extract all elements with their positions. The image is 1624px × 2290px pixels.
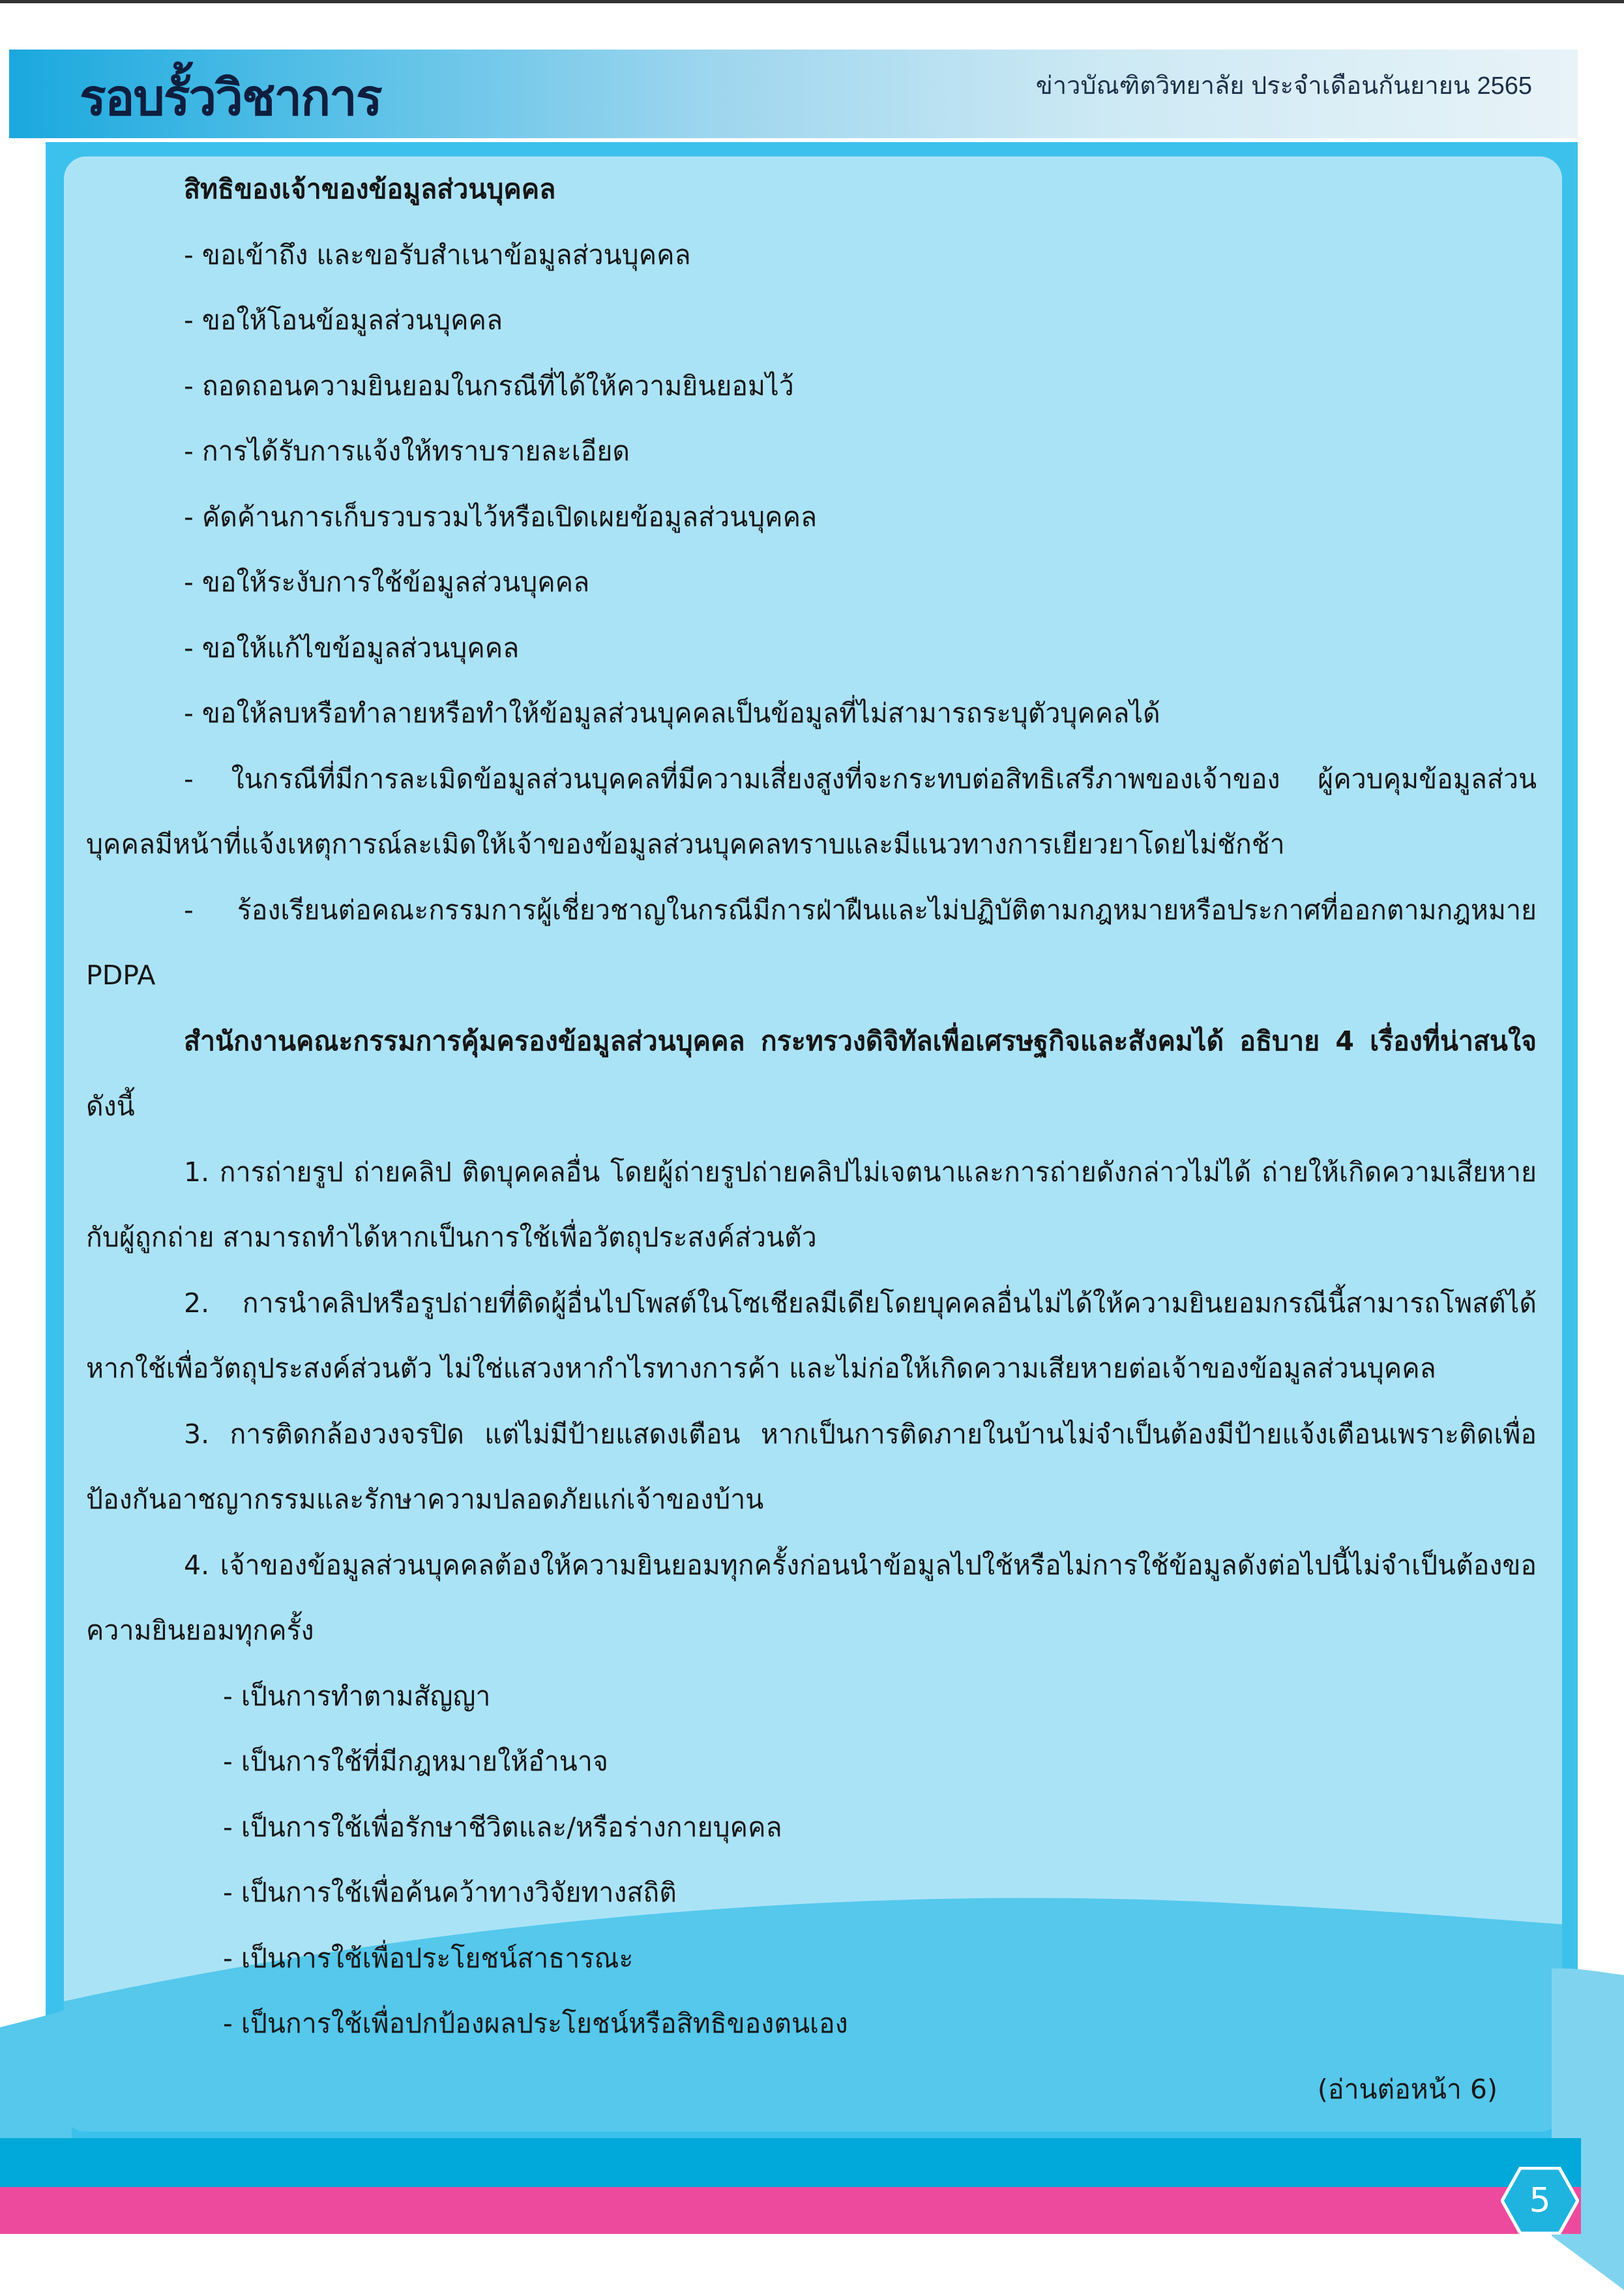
continued-note: (อ่านต่อหน้า 6) <box>1317 2073 1498 2105</box>
rights-item: - ขอให้ลบหรือทำลายหรือทำให้ข้อมูลส่วนบุคคลเป็นข้อมูลที่ไม่สามารถระบุตัวบุคคลได้ <box>184 697 1160 729</box>
section-title: รอบรั้ววิชาการ <box>80 68 381 126</box>
rights-item: - ขอให้โอนข้อมูลส่วนบุคคล <box>184 304 503 336</box>
numbered-item: 1. การถ่ายรูป ถ่ายคลิป ติดบุคคลอื่น โดยผู้ถ่ายรูปถ่ายคลิปไม่เจตนาและการถ่ายดังกล่าวไม่ได้ ถ่ายให้เกิดความเสียหายกับผู้ถูกถ่าย สามารถทำได้หากเป็นการใช้เพื่อวัตถุประสงค์ส่วนตัว <box>86 1156 1537 1253</box>
exception-item: - เป็นการใช้เพื่อปกป้องผลประโยชน์หรือสิทธิของตนเอง <box>223 2008 848 2039</box>
page-number-badge <box>1501 2167 1579 2235</box>
rights-item: - คัดค้านการเก็บรวบรวมไว้หรือเปิดเผยข้อมูลส่วนบุคคล <box>184 501 818 533</box>
complaint-paragraph: - ร้องเรียนต่อคณะกรรมการผู้เชี่ยวชาญในกรณีมีการฝ่าฝืนและไม่ปฏิบัติตามกฎหมายหรือประกาศที่ออกตามกฎหมาย PDPA <box>86 894 1537 991</box>
page-number: 5 <box>1529 2181 1551 2220</box>
office-bold-text: สำนักงานคณะกรรมการคุ้มครองข้อมูลส่วนบุคคล กระทรวงดิจิทัลเพื่อเศรษฐกิจและสังคมได้ อธิบาย 4 เรื่องที่น่าสนใจ <box>184 1025 1537 1057</box>
page-header <box>9 50 1578 138</box>
footer-band-blue <box>0 2138 1581 2187</box>
exception-item: - เป็นการใช้เพื่อรักษาชีวิตและ/หรือร่างกายบุคคล <box>223 1811 782 1843</box>
rights-item: - ถอดถอนความยินยอมในกรณีที่ได้ให้ความยินยอมไว้ <box>184 370 794 402</box>
office-paragraph <box>86 1008 1537 1139</box>
left-wave-accent <box>0 1969 72 2145</box>
top-border-line <box>0 0 1624 3</box>
rights-item: - การได้รับการแจ้งให้ทราบรายละเอียด <box>184 435 630 467</box>
rights-item: - ขอให้แก้ไขข้อมูลส่วนบุคคล <box>184 632 520 664</box>
exception-item: - เป็นการใช้เพื่อประโยชน์สาธารณะ <box>223 1942 634 1974</box>
numbered-item: 2. การนำคลิปหรือรูปถ่ายที่ติดผู้อื่นไปโพสต์ในโซเชียลมีเดียโดยบุคคลอื่นไม่ได้ให้ความยินยอมกรณีนี้สามารถโพสต์ได้หากใช้เพื่อวัตถุประสงค์ส่วนตัว ไม่ใช่แสวงหากำไรทางการค้า และไม่ก่อให้เกิดความเสียหายต่อเจ้าของข้อมูลส่วนบุคคล <box>86 1287 1537 1384</box>
numbered-item: 4. เจ้าของข้อมูลส่วนบุคคลต้องให้ความยินยอมทุกครั้งก่อนนำข้อมูลไปใช้หรือไม่การใช้ข้อมูลดังต่อไปนี้ไม่จำเป็นต้องขอความยินยอมทุกครั้ง <box>86 1549 1537 1646</box>
article-body <box>86 156 1537 2122</box>
right-wave-accent <box>1552 1949 1624 2290</box>
exception-item: - เป็นการใช้ที่มีกฎหมายให้อำนาจ <box>223 1746 608 1777</box>
office-rest-text: ดังนี้ <box>86 1091 135 1122</box>
numbered-item: 3. การติดกล้องวงจรปิด แต่ไม่มีป้ายแสดงเตือน หากเป็นการติดภายในบ้านไม่จำเป็นต้องมีป้ายแจ้งเตือนเพราะติดเพื่อป้องกันอาชญากรรมและรักษาความปลอดภัยแก่เจ้าของบ้าน <box>86 1418 1537 1515</box>
newsletter-issue: ข่าวบัณฑิตวิทยาลัย ประจำเดือนกันยายน 2565 <box>1035 72 1532 100</box>
breach-paragraph: - ในกรณีที่มีการละเมิดข้อมูลส่วนบุคคลที่มีความเสี่ยงสูงที่จะกระทบต่อสิทธิเสรีภาพของเจ้าของ ผู้ควบคุมข้อมูลส่วนบุคคลมีหน้าที่แจ้งเหตุการณ์ละเมิดให้เจ้าของข้อมูลส่วนบุคคลทราบและมีแนวทางการเยียวยาโดยไม่ชักช้า <box>86 763 1537 860</box>
rights-heading: สิทธิของเจ้าของข้อมูลส่วนบุคคล <box>184 173 556 205</box>
exception-item: - เป็นการทำตามสัญญา <box>223 1680 491 1712</box>
rights-item: - ขอให้ระงับการใช้ข้อมูลส่วนบุคคล <box>184 566 590 598</box>
footer-band-pink <box>0 2187 1581 2234</box>
rights-item: - ขอเข้าถึง และขอรับสำเนาข้อมูลส่วนบุคคล <box>184 239 691 271</box>
exception-item: - เป็นการใช้เพื่อค้นคว้าทางวิจัยทางสถิติ <box>223 1877 677 1908</box>
